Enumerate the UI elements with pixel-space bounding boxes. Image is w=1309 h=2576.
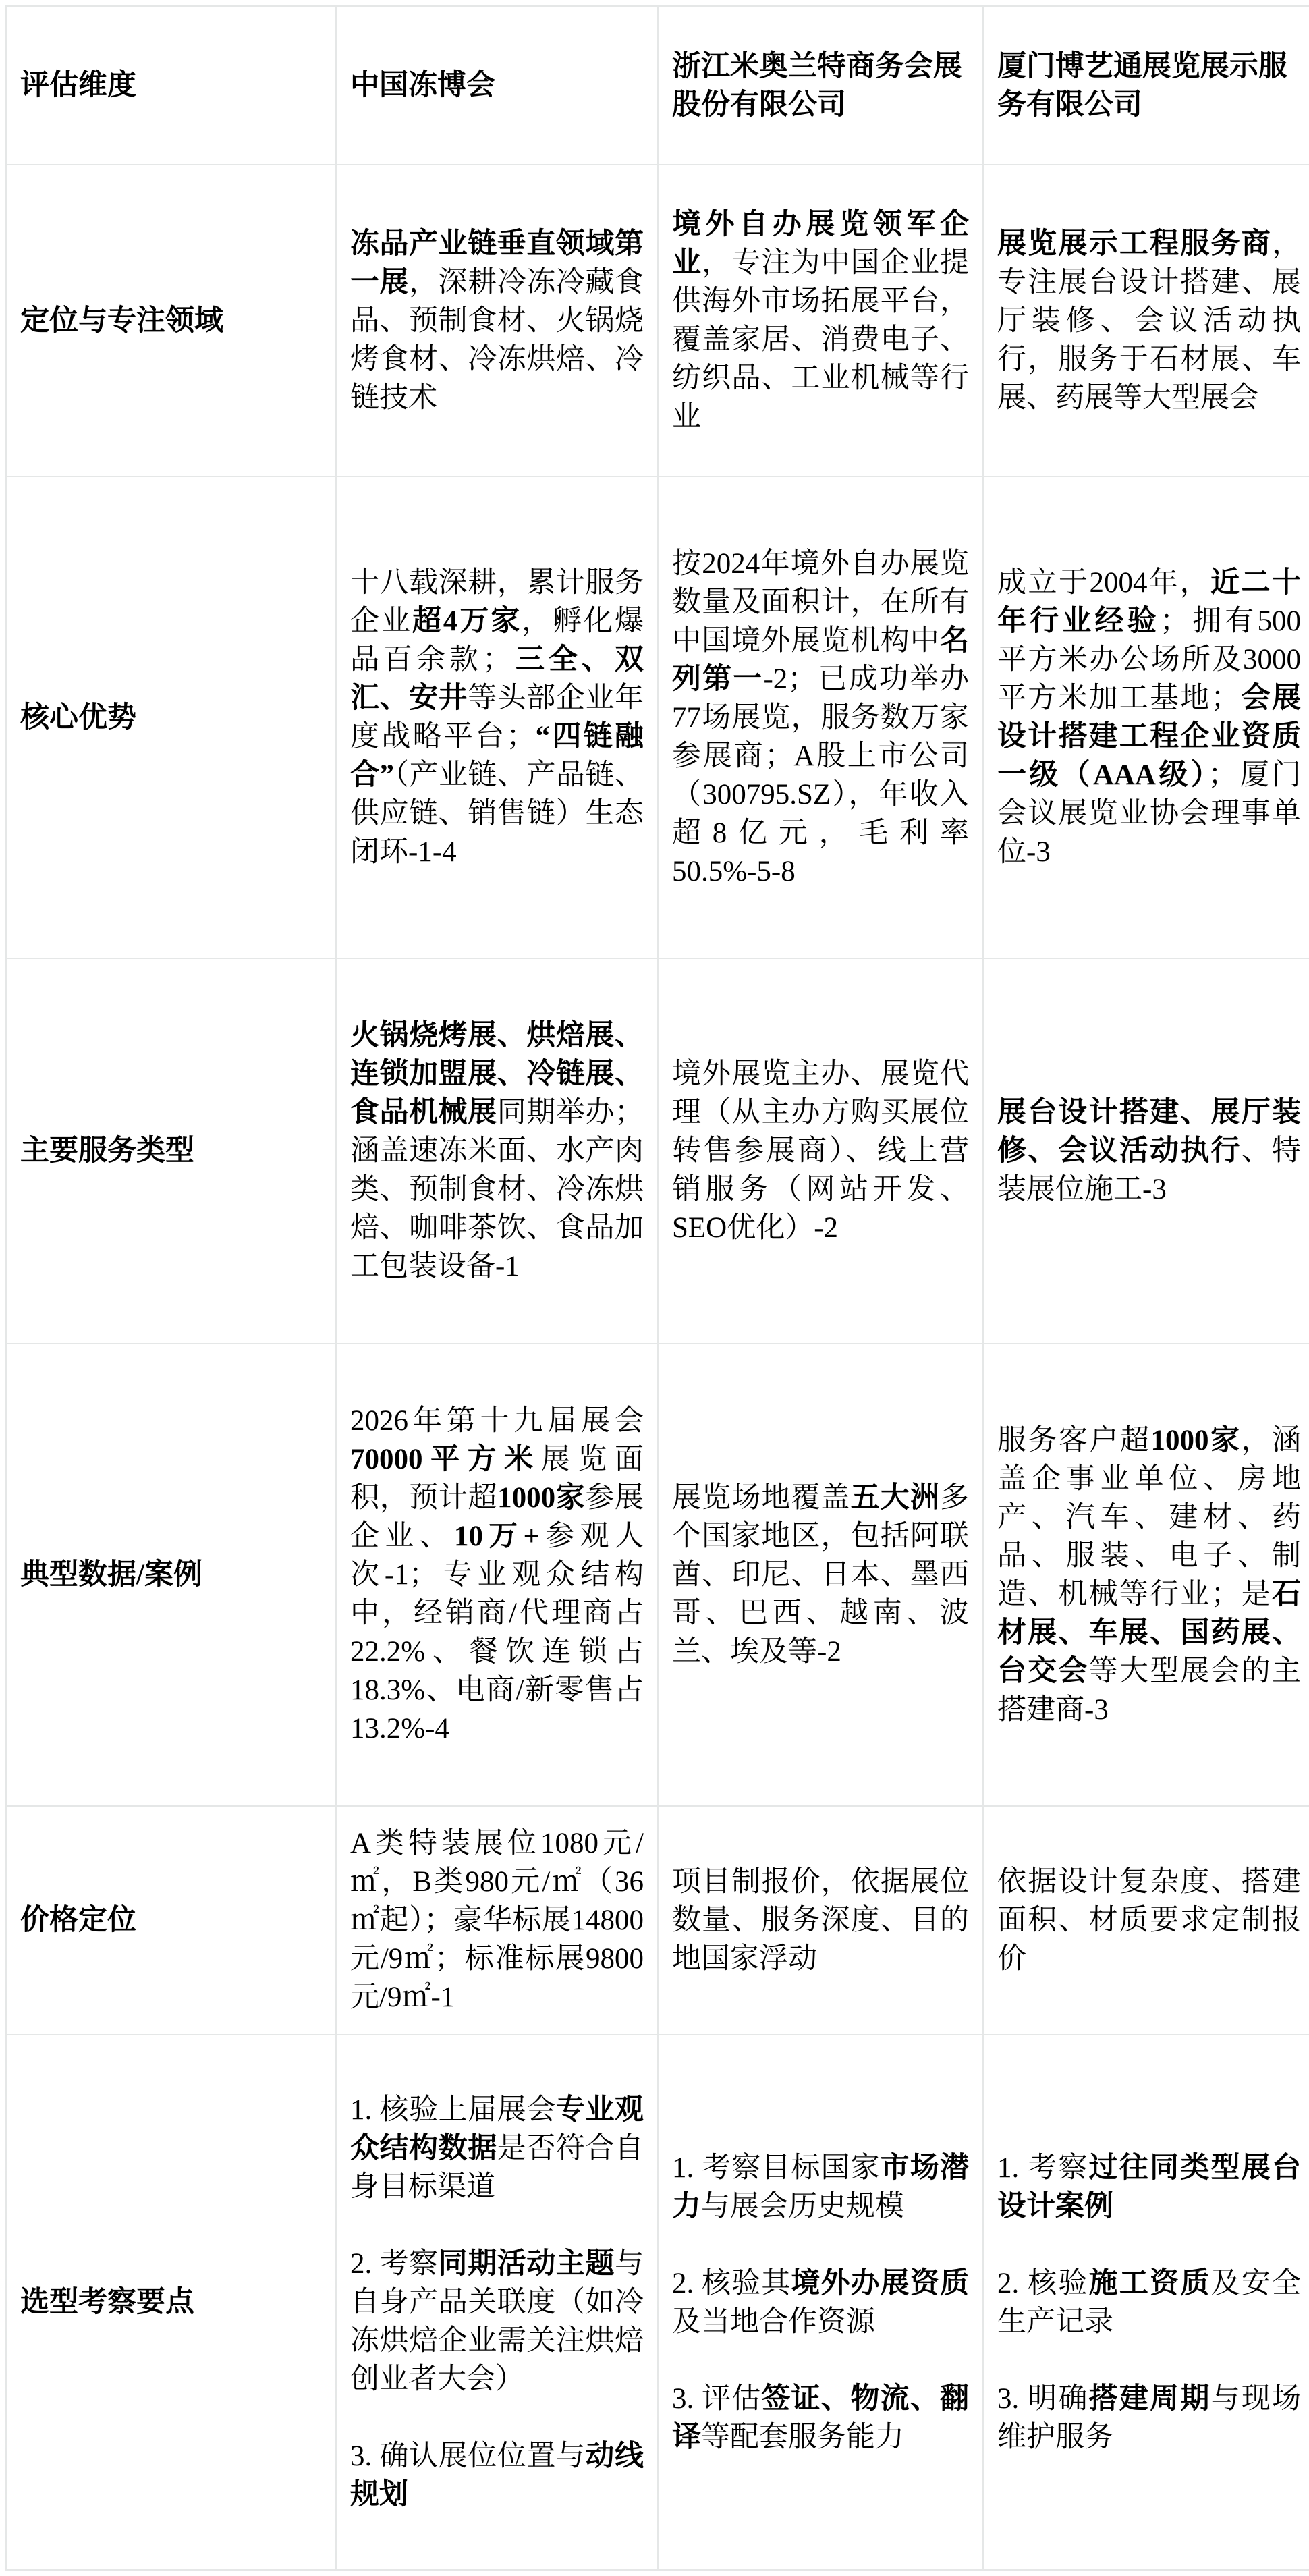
header-row: [6, 6, 1309, 165]
table-cell: 依据设计复杂度、搭建面积、材质要求定制报价: [983, 1806, 1309, 2035]
row-header: 选型考察要点: [6, 2035, 336, 2570]
column-header-zhejiang-miaolante: 浙江米奥兰特商务会展股份有限公司: [658, 6, 983, 165]
table-cell: 成立于2004年，近二十年行业经验；拥有500平方米办公场所及3000平方米加工基地；会展设计搭建工程企业资质一级（AAA级）；厦门会议展览业协会理事单位-3: [983, 476, 1309, 958]
comparison-table: [5, 5, 1309, 2571]
row-header: 主要服务类型: [6, 958, 336, 1344]
table-cell: 展览展示工程服务商，专注展台设计搭建、展厅装修、会议活动执行，服务于石材展、车展、药展等大型展会: [983, 165, 1309, 476]
table-cell: 1. 考察目标国家市场潜力与展会历史规模 2. 核验其境外办展资质及当地合作资源 3. 评估签证、物流、翻译等配套服务能力: [658, 2035, 983, 2570]
row-header: 价格定位: [6, 1806, 336, 2035]
table-row-positioning: [6, 165, 1309, 476]
table-cell: 展览场地覆盖五大洲多个国家地区，包括阿联酋、印尼、日本、墨西哥、巴西、越南、波兰、埃及等-2: [658, 1344, 983, 1806]
table-cell: 境外自办展览领军企业，专注为中国企业提供海外市场拓展平台，覆盖家居、消费电子、纺织品、工业机械等行业: [658, 165, 983, 476]
table-cell: 境外展览主办、展览代理（从主办方购买展位转售参展商）、线上营销服务（网站开发、SEO优化）-2: [658, 958, 983, 1344]
table-row-core-advantages: [6, 476, 1309, 958]
column-header-dimension: 评估维度: [6, 6, 336, 165]
table-cell: 2026年第十九届展会70000平方米展览面积，预计超1000家参展企业、10万+参观人次-1；专业观众结构中，经销商/代理商占22.2%、餐饮连锁占18.3%、电商/新零售占13.2%-4: [336, 1344, 658, 1806]
table-row-selection-points: [6, 2035, 1309, 2570]
table-cell: 展台设计搭建、展厅装修、会议活动执行、特装展位施工-3: [983, 958, 1309, 1344]
table-cell: 冻品产业链垂直领域第一展，深耕冷冻冷藏食品、预制食材、火锅烧烤食材、冷冻烘焙、冷链技术: [336, 165, 658, 476]
table-cell: 按2024年境外自办展览数量及面积计，在所有中国境外展览机构中名列第一-2；已成功举办77场展览，服务数万家参展商；A股上市公司（300795.SZ），年收入超8亿元，毛利率50.5%-5-8: [658, 476, 983, 958]
column-header-xiamen-boyitong: 厦门博艺通展览展示服务有限公司: [983, 6, 1309, 165]
table-cell: 服务客户超1000家，涵盖企事业单位、房地产、汽车、建材、药品、服装、电子、制造、机械等行业；是石材展、车展、国药展、台交会等大型展会的主搭建商-3: [983, 1344, 1309, 1806]
row-header: 核心优势: [6, 476, 336, 958]
table-cell: 项目制报价，依据展位数量、服务深度、目的地国家浮动: [658, 1806, 983, 2035]
row-header: 定位与专注领域: [6, 165, 336, 476]
column-header-china-frozen-expo: 中国冻博会: [336, 6, 658, 165]
table-row-typical-data: [6, 1344, 1309, 1806]
table-cell: 火锅烧烤展、烘焙展、连锁加盟展、冷链展、食品机械展同期举办；涵盖速冻米面、水产肉类、预制食材、冷冻烘焙、咖啡茶饮、食品加工包装设备-1: [336, 958, 658, 1344]
row-header: 典型数据/案例: [6, 1344, 336, 1806]
table-cell: 十八载深耕，累计服务企业超4万家，孵化爆品百余款；三全、双汇、安井等头部企业年度战略平台；“四链融合”（产业链、产品链、供应链、销售链）生态闭环-1-4: [336, 476, 658, 958]
table-cell: 1. 核验上届展会专业观众结构数据是否符合自身目标渠道 2. 考察同期活动主题与自身产品关联度（如冷冻烘焙企业需关注烘焙创业者大会） 3. 确认展位位置与动线规划: [336, 2035, 658, 2570]
table-cell: 1. 考察过往同类型展台设计案例 2. 核验施工资质及安全生产记录 3. 明确搭建周期与现场维护服务: [983, 2035, 1309, 2570]
table-cell: A类特装展位1080元/㎡，B类980元/㎡（36㎡起）；豪华标展14800元/9㎡；标准标展9800元/9㎡-1: [336, 1806, 658, 2035]
table-row-pricing: [6, 1806, 1309, 2035]
table-row-service-types: [6, 958, 1309, 1344]
